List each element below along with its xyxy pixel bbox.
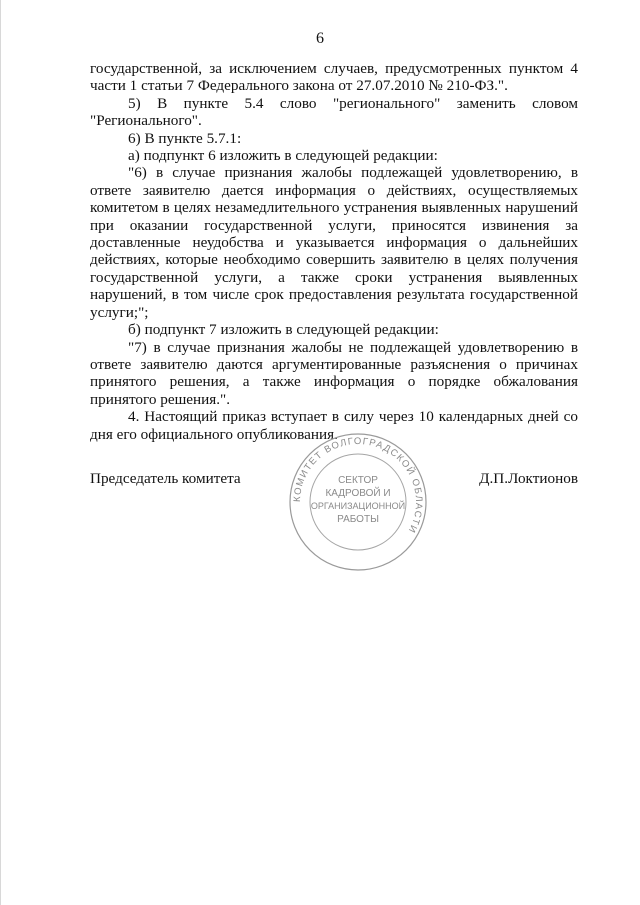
document-body	[90, 60, 578, 443]
paragraph-item-5: 5) В пункте 5.4 слово "регионального" заменить словом "Регионального".	[90, 94, 578, 130]
paragraph-continuation: государственной, за исключением случаев, предусмотренных пунктом 4 части 1 статьи 7 Федерального закона от 27.07.2010 № 210-ФЗ.".	[90, 60, 578, 95]
stamp-line-2: КАДРОВОЙ И	[325, 488, 391, 499]
paragraph-subitem-b: б) подпункт 7 изложить в следующей редакции:	[128, 321, 439, 339]
paragraph-quote-7: "7) в случае признания жалобы не подлежащей удовлетворению в ответе заявителю даются аргументированные разъяснения о причинах принятого решения, а также информация о порядке обжалования принятого решения.".	[90, 338, 578, 408]
stamp-line-4: РАБОТЫ	[337, 514, 379, 525]
scan-edge	[0, 0, 1, 905]
official-stamp	[283, 432, 433, 572]
paragraph-subitem-a: а) подпункт 6 изложить в следующей редакции:	[128, 147, 438, 165]
paragraph-item-6: 6) В пункте 5.7.1:	[128, 129, 242, 147]
stamp-line-3: ОРГАНИЗАЦИОННОЙ	[310, 501, 406, 511]
page-number: 6	[316, 30, 324, 47]
paragraph-quote-6: "6) в случае признания жалобы подлежащей удовлетворению, в ответе заявителю дается информация о действиях, осуществляемых комитетом в целях незамедлительного устранения выявленных нарушений при оказании государственной услуги, приносятся извинения за доставленные неудобства и указывается информация о дальнейших действиях, которые необходимо совершить заявителю в целях получения государственной услуги, а также сроки устранения выявленных нарушений, в том числе срок предоставления результата государственной услуги;";	[90, 164, 578, 321]
stamp-ring-textpath: КОМИТЕТ ВОЛГОГРАДСКОЙ ОБЛАСТИ	[291, 435, 425, 536]
signatory-name: Д.П.Локтионов	[479, 470, 578, 487]
stamp-line-1: СЕКТОР	[338, 475, 378, 486]
paragraph-item-4: 4. Настоящий приказ вступает в силу через 10 календарных дней со дня его официального опубликования.	[90, 408, 578, 443]
signatory-title: Председатель комитета	[90, 470, 241, 487]
